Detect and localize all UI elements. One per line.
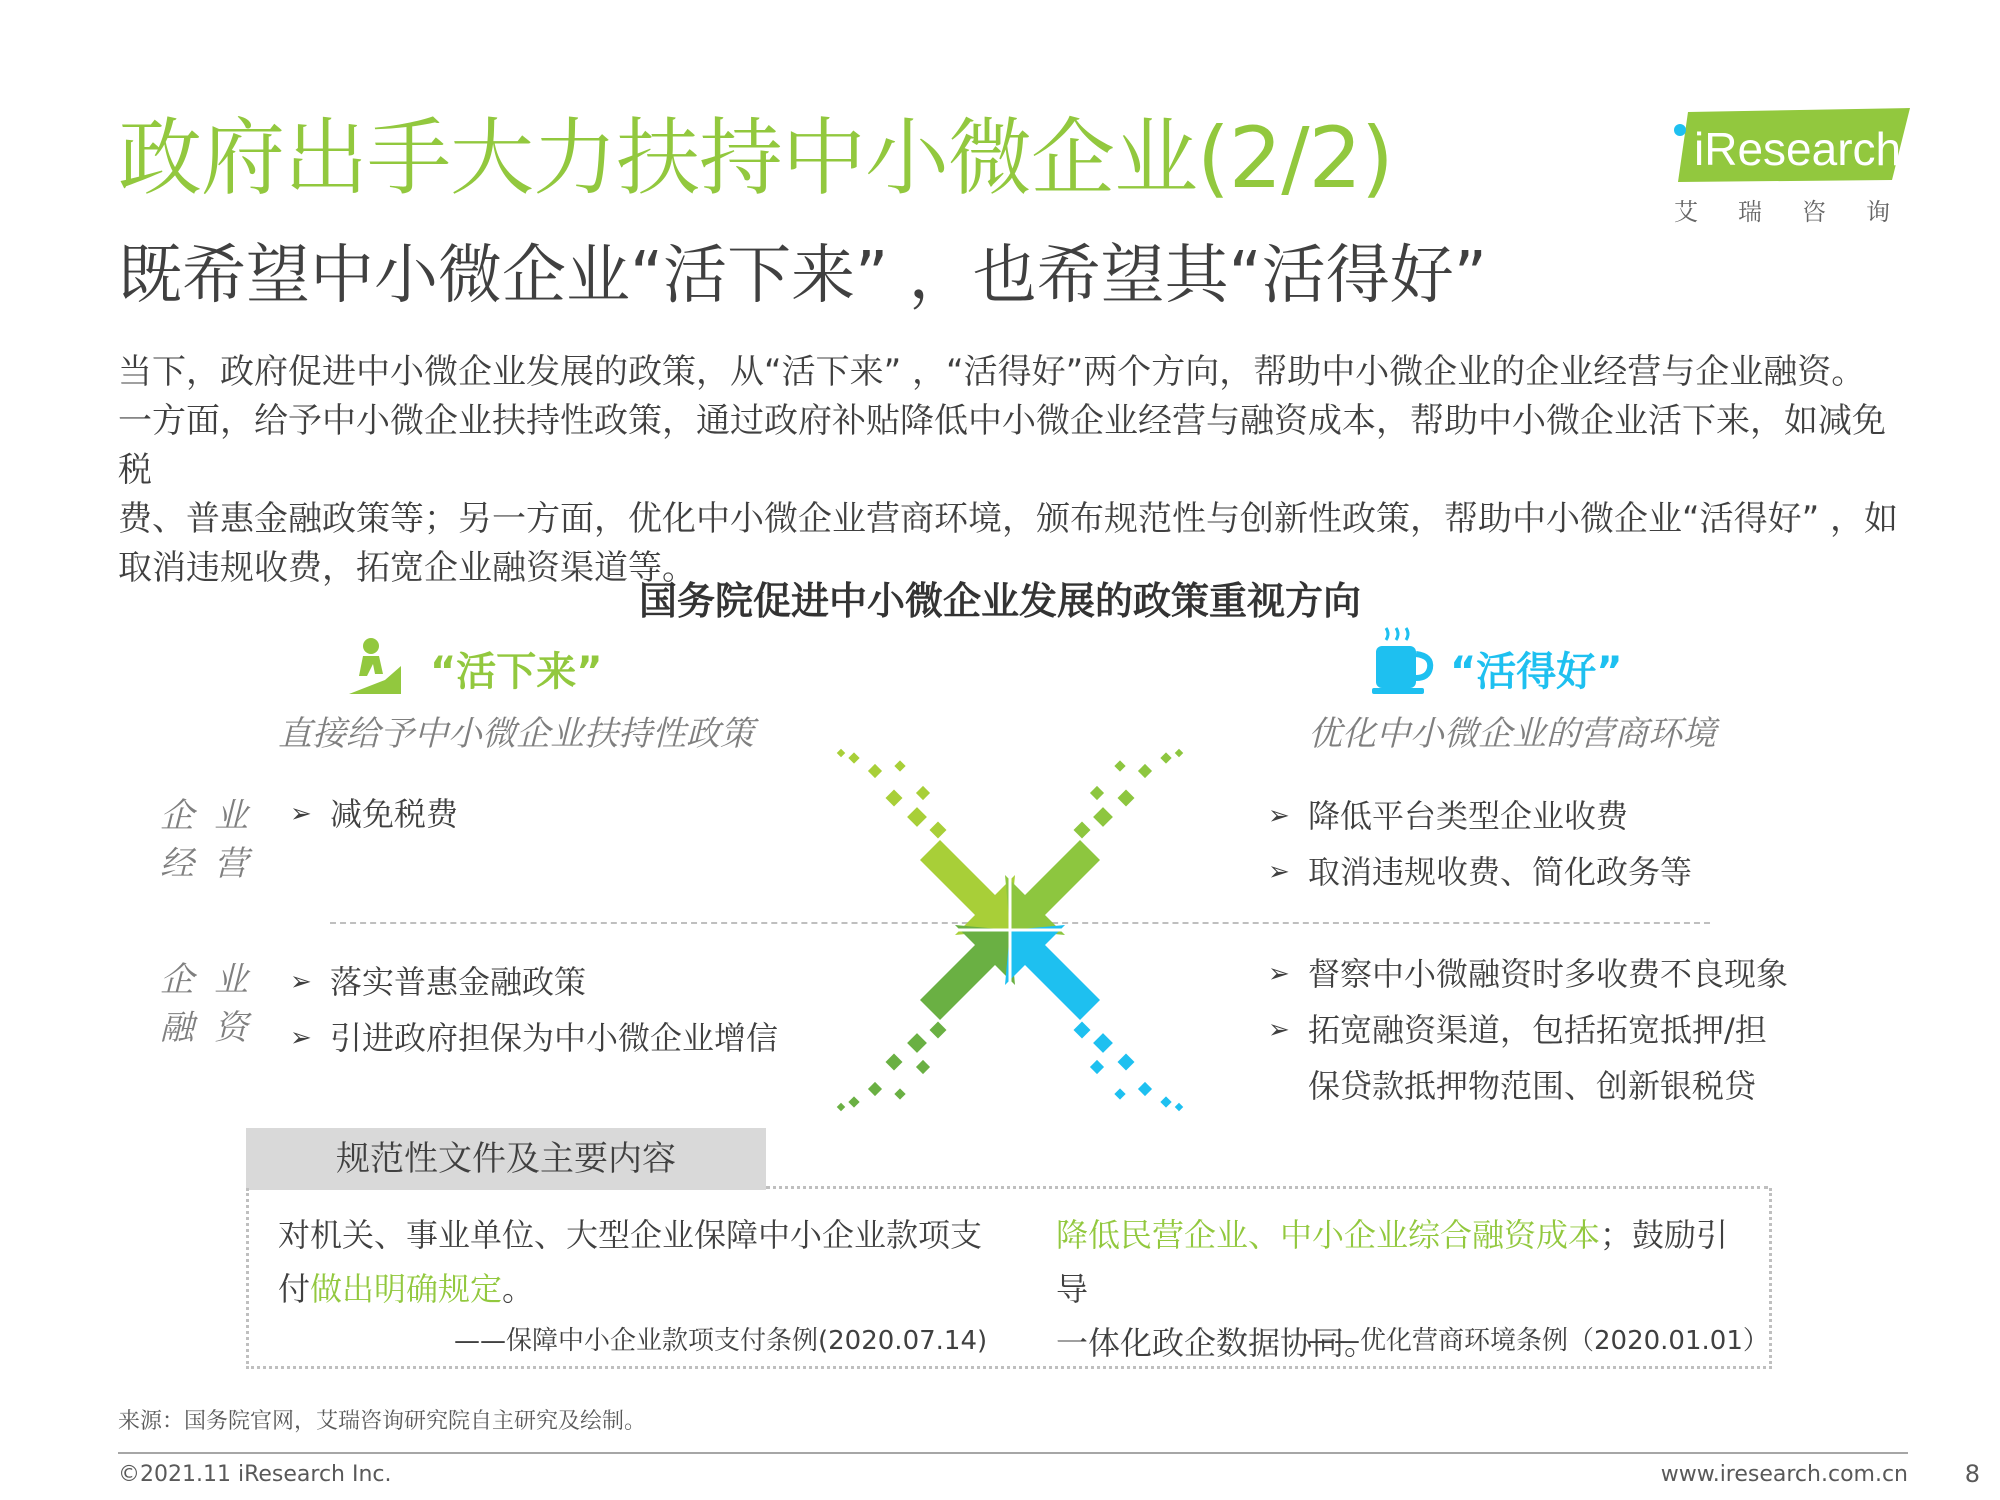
intro-paragraph xyxy=(118,348,1908,593)
list-item: ➢ 引进政府担保为中小微企业增信 xyxy=(290,1010,778,1066)
arrow-bullet-icon: ➢ xyxy=(1268,959,1290,989)
arrow-top-right xyxy=(1005,749,1183,935)
arrow-bullet-icon: ➢ xyxy=(290,1023,312,1053)
coffee-cup-icon xyxy=(1372,624,1436,696)
financing-left-list xyxy=(290,954,778,1066)
arrow-bottom-left xyxy=(837,925,1015,1111)
copyright: ©2021.11 iResearch Inc. xyxy=(118,1462,392,1487)
page-subtitle: 既希望中小微企业“活下来” ，也希望其“活得好” xyxy=(118,239,1487,313)
category-financing: 企业 融资 xyxy=(160,960,268,1048)
documents-tab: 规范性文件及主要内容 xyxy=(246,1128,766,1190)
intro-line: 费、普惠金融政策等；另一方面，优化中小微企业营商环境，颁布规范性与创新性政策，帮助中小微企业“活得好” ，如 xyxy=(118,499,1899,539)
arrow-bullet-icon: ➢ xyxy=(1268,857,1290,887)
climber-icon xyxy=(345,636,405,696)
highlight-text: 降低民营企业、中小企业综合融资成本 xyxy=(1056,1216,1601,1254)
intro-line: 一方面，给予中小微企业扶持性政策，通过政府补贴降低中小微企业经营与融资成本，帮助中小微企业活下来，如减免税 xyxy=(118,401,1886,490)
highlight-text: 做出明确规定 xyxy=(310,1270,503,1308)
doc-left-source: ——保障中小企业款项支付条例(2020.07.14) xyxy=(454,1326,988,1356)
arrow-bottom-right xyxy=(1005,925,1183,1111)
arrow-bullet-icon: ➢ xyxy=(1268,1015,1290,1045)
page-number: 8 xyxy=(1964,1460,1980,1488)
left-head-subtitle: 直接给予中小微企业扶持性政策 xyxy=(278,714,754,754)
list-item: 保贷款抵押物范围、创新银税贷 xyxy=(1308,1067,1757,1105)
logo-wordmark: iResearch xyxy=(1694,123,1902,175)
list-item: ➢ 落实普惠金融政策 xyxy=(290,954,778,1010)
financing-right-list xyxy=(1268,946,1788,1114)
arrow-bullet-icon: ➢ xyxy=(1268,801,1290,831)
right-head-subtitle: 优化中小微企业的营商环境 xyxy=(1308,714,1716,754)
list-item: ➢ 拓宽融资渠道，包括拓宽抵押/担 xyxy=(1268,1002,1788,1058)
operation-left-list xyxy=(290,786,458,842)
page-title: 政府出手大力扶持中小微企业(2/2) xyxy=(118,109,1393,207)
operation-right-list xyxy=(1268,788,1692,900)
arrow-bullet-icon: ➢ xyxy=(290,799,312,829)
arrow-bullet-icon: ➢ xyxy=(290,967,312,997)
arrow-top-left xyxy=(837,749,1015,935)
category-operation: 企业 经营 xyxy=(160,796,268,884)
logo-subtitle: 艾瑞咨询 xyxy=(1674,198,1930,226)
website-link[interactable]: www.iresearch.com.cn xyxy=(1660,1462,1908,1487)
source-note: 来源：国务院官网，艾瑞咨询研究院自主研究及绘制。 xyxy=(118,1409,647,1434)
doc-right-text: 降低民营企业、中小企业综合融资成本；鼓励引导 一体化政企数据协同。 xyxy=(1056,1216,1729,1362)
intro-line: 取消违规收费，拓宽企业融资渠道等。 xyxy=(118,548,696,588)
iresearch-logo xyxy=(1660,102,1930,232)
intro-line: 当下，政府促进中小微企业发展的政策，从“活下来” ，“活得好”两个方向，帮助中小微企业的企业经营与企业融资。 xyxy=(118,352,1866,392)
list-item: ➢ 督察中小微融资时多收费不良现象 xyxy=(1268,946,1788,1002)
list-item: ➢ 降低平台类型企业收费 xyxy=(1268,788,1692,844)
left-head-label: “活下来” xyxy=(430,649,603,695)
list-item: ➢ 取消违规收费、简化政务等 xyxy=(1268,844,1692,900)
list-item: ➢ 减免税费 xyxy=(290,786,458,842)
footer-divider xyxy=(118,1452,1908,1454)
doc-right-source: ——优化营商环境条例（2020.01.01） xyxy=(1308,1326,1769,1356)
right-head-label: “活得好” xyxy=(1450,649,1623,695)
doc-left-text: 对机关、事业单位、大型企业保障中小企业款项支 付做出明确规定。 xyxy=(278,1216,983,1308)
figure-title: 国务院促进中小微企业发展的政策重视方向 xyxy=(638,579,1361,623)
converging-arrows-graphic xyxy=(820,740,1200,1120)
